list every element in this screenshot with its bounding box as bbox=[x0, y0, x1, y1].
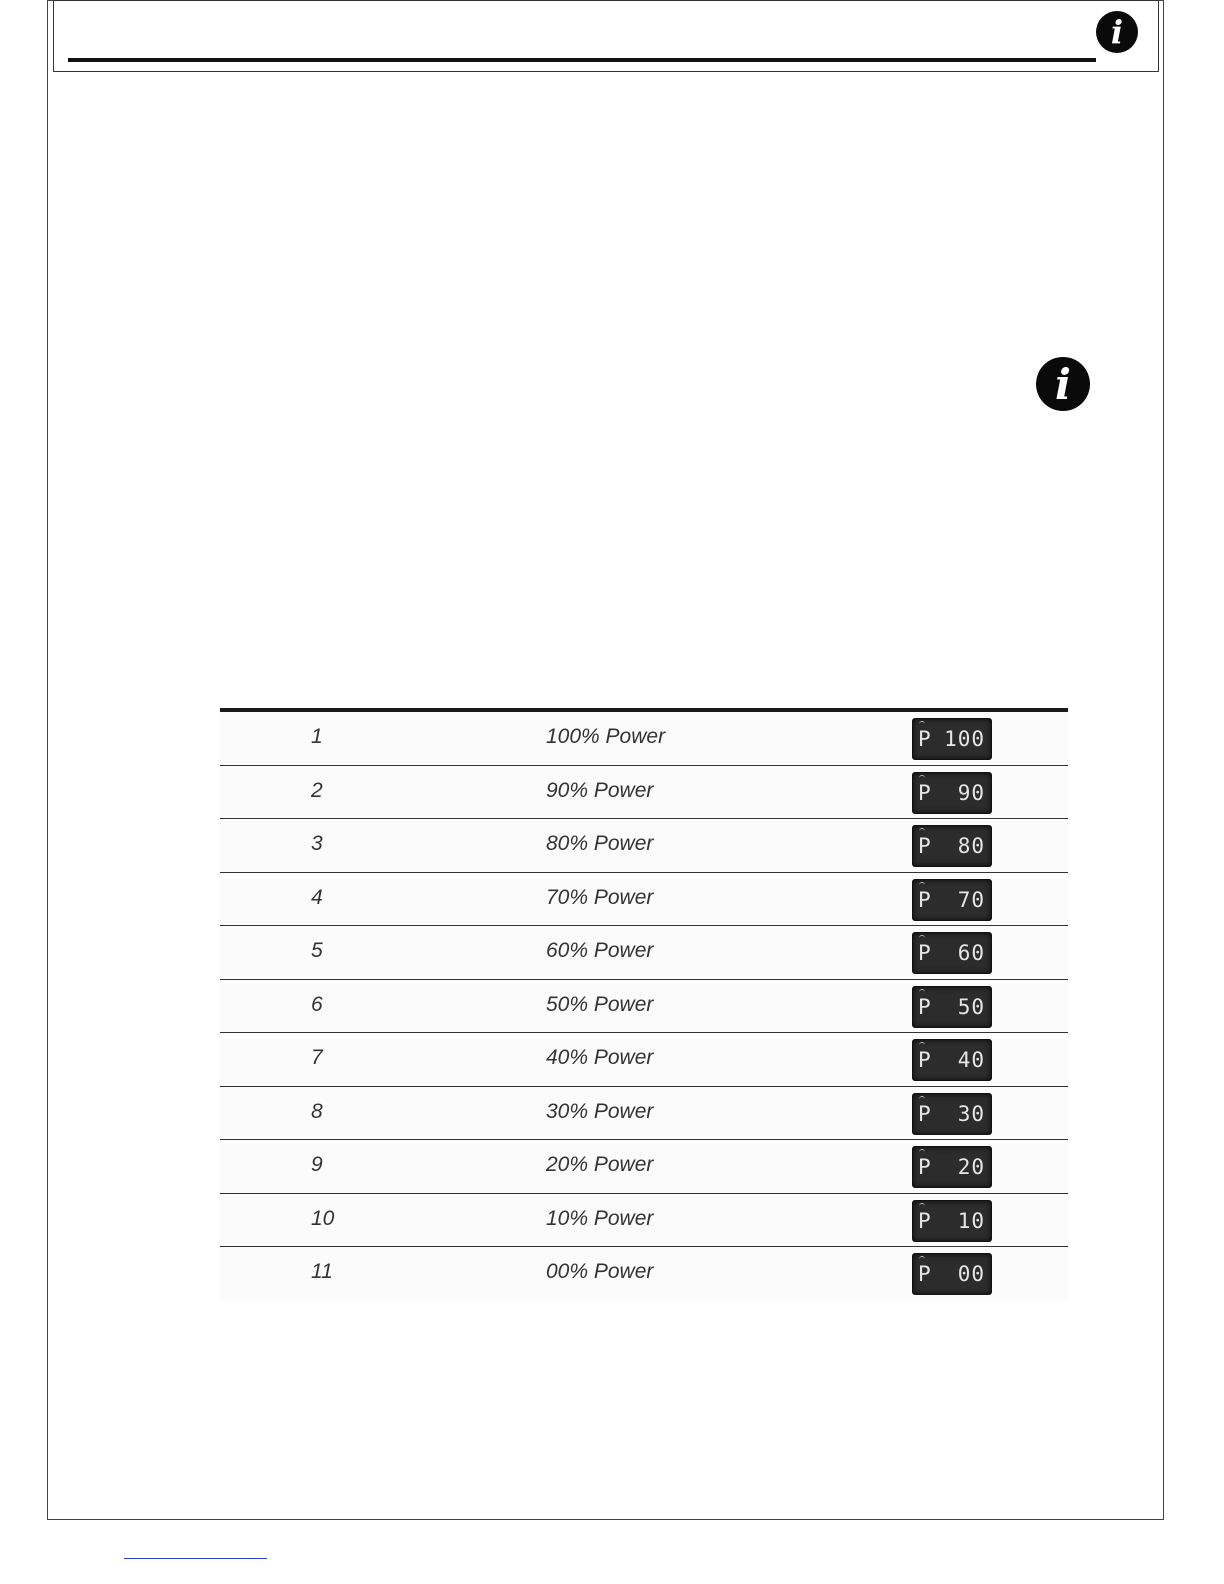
row-number: 9 bbox=[311, 1153, 323, 1176]
header-rule bbox=[68, 58, 1096, 62]
display-readout bbox=[912, 772, 992, 814]
info-icon: i bbox=[1036, 357, 1090, 411]
display-readout bbox=[912, 1039, 992, 1081]
display-prefix: P bbox=[918, 1262, 931, 1286]
table-row bbox=[220, 1033, 1068, 1087]
display-value: 80 bbox=[957, 834, 985, 858]
row-number: 10 bbox=[311, 1206, 335, 1230]
table-row bbox=[220, 819, 1068, 873]
power-level-label: 60% Power bbox=[546, 939, 654, 962]
info-icon: i bbox=[1096, 11, 1138, 53]
power-level-label: 100% Power bbox=[546, 725, 666, 748]
power-level-label: 30% Power bbox=[546, 1099, 654, 1123]
display-value: 10 bbox=[957, 1208, 985, 1233]
display-value: 00 bbox=[957, 1262, 985, 1286]
footer-link-underline bbox=[124, 1558, 267, 1559]
power-level-label: 50% Power bbox=[546, 992, 654, 1016]
power-level-label: 90% Power bbox=[546, 778, 654, 802]
display-prefix: P bbox=[918, 727, 931, 751]
table-row bbox=[220, 766, 1068, 820]
power-level-label: 00% Power bbox=[546, 1260, 654, 1283]
power-level-label: 80% Power bbox=[546, 832, 654, 855]
display-value: 30 bbox=[957, 1101, 985, 1126]
row-number: 2 bbox=[311, 778, 323, 802]
display-readout bbox=[912, 718, 992, 760]
table-row bbox=[220, 873, 1068, 927]
display-prefix: P bbox=[918, 780, 931, 805]
display-value: 20 bbox=[957, 1155, 985, 1179]
display-prefix: P bbox=[918, 887, 931, 912]
display-prefix: P bbox=[918, 941, 931, 965]
display-prefix: P bbox=[918, 834, 931, 858]
row-number: 11 bbox=[311, 1260, 333, 1283]
display-readout bbox=[912, 1200, 992, 1242]
display-prefix: P bbox=[918, 1155, 931, 1179]
row-number: 1 bbox=[311, 725, 323, 748]
row-number: 7 bbox=[311, 1046, 323, 1069]
display-value: 40 bbox=[957, 1048, 985, 1072]
table-row bbox=[220, 712, 1068, 766]
display-readout bbox=[912, 1253, 992, 1295]
display-readout bbox=[912, 825, 992, 867]
display-readout bbox=[912, 879, 992, 921]
display-value: 50 bbox=[957, 994, 985, 1019]
display-readout bbox=[912, 986, 992, 1028]
display-prefix: P bbox=[918, 994, 931, 1019]
display-value: 90 bbox=[957, 780, 985, 805]
row-number: 6 bbox=[311, 992, 323, 1016]
display-readout bbox=[912, 1146, 992, 1188]
row-number: 4 bbox=[311, 885, 323, 909]
display-prefix: P bbox=[918, 1208, 931, 1233]
display-value: 100 bbox=[944, 727, 985, 751]
table-row bbox=[220, 1194, 1068, 1248]
display-value: 60 bbox=[957, 941, 985, 965]
table-row bbox=[220, 1247, 1068, 1300]
power-level-label: 20% Power bbox=[546, 1153, 654, 1176]
power-level-label: 70% Power bbox=[546, 885, 654, 909]
power-level-label: 10% Power bbox=[546, 1206, 654, 1230]
display-readout bbox=[912, 1093, 992, 1135]
table-row bbox=[220, 980, 1068, 1034]
power-level-table bbox=[220, 708, 1068, 1300]
row-number: 5 bbox=[311, 939, 323, 962]
row-number: 3 bbox=[311, 832, 323, 855]
display-prefix: P bbox=[918, 1048, 931, 1072]
display-value: 70 bbox=[957, 887, 985, 912]
table-row bbox=[220, 1087, 1068, 1141]
table-row bbox=[220, 1140, 1068, 1194]
display-readout bbox=[912, 932, 992, 974]
power-level-label: 40% Power bbox=[546, 1046, 654, 1069]
display-prefix: P bbox=[918, 1101, 931, 1126]
row-number: 8 bbox=[311, 1099, 323, 1123]
table-row bbox=[220, 926, 1068, 980]
